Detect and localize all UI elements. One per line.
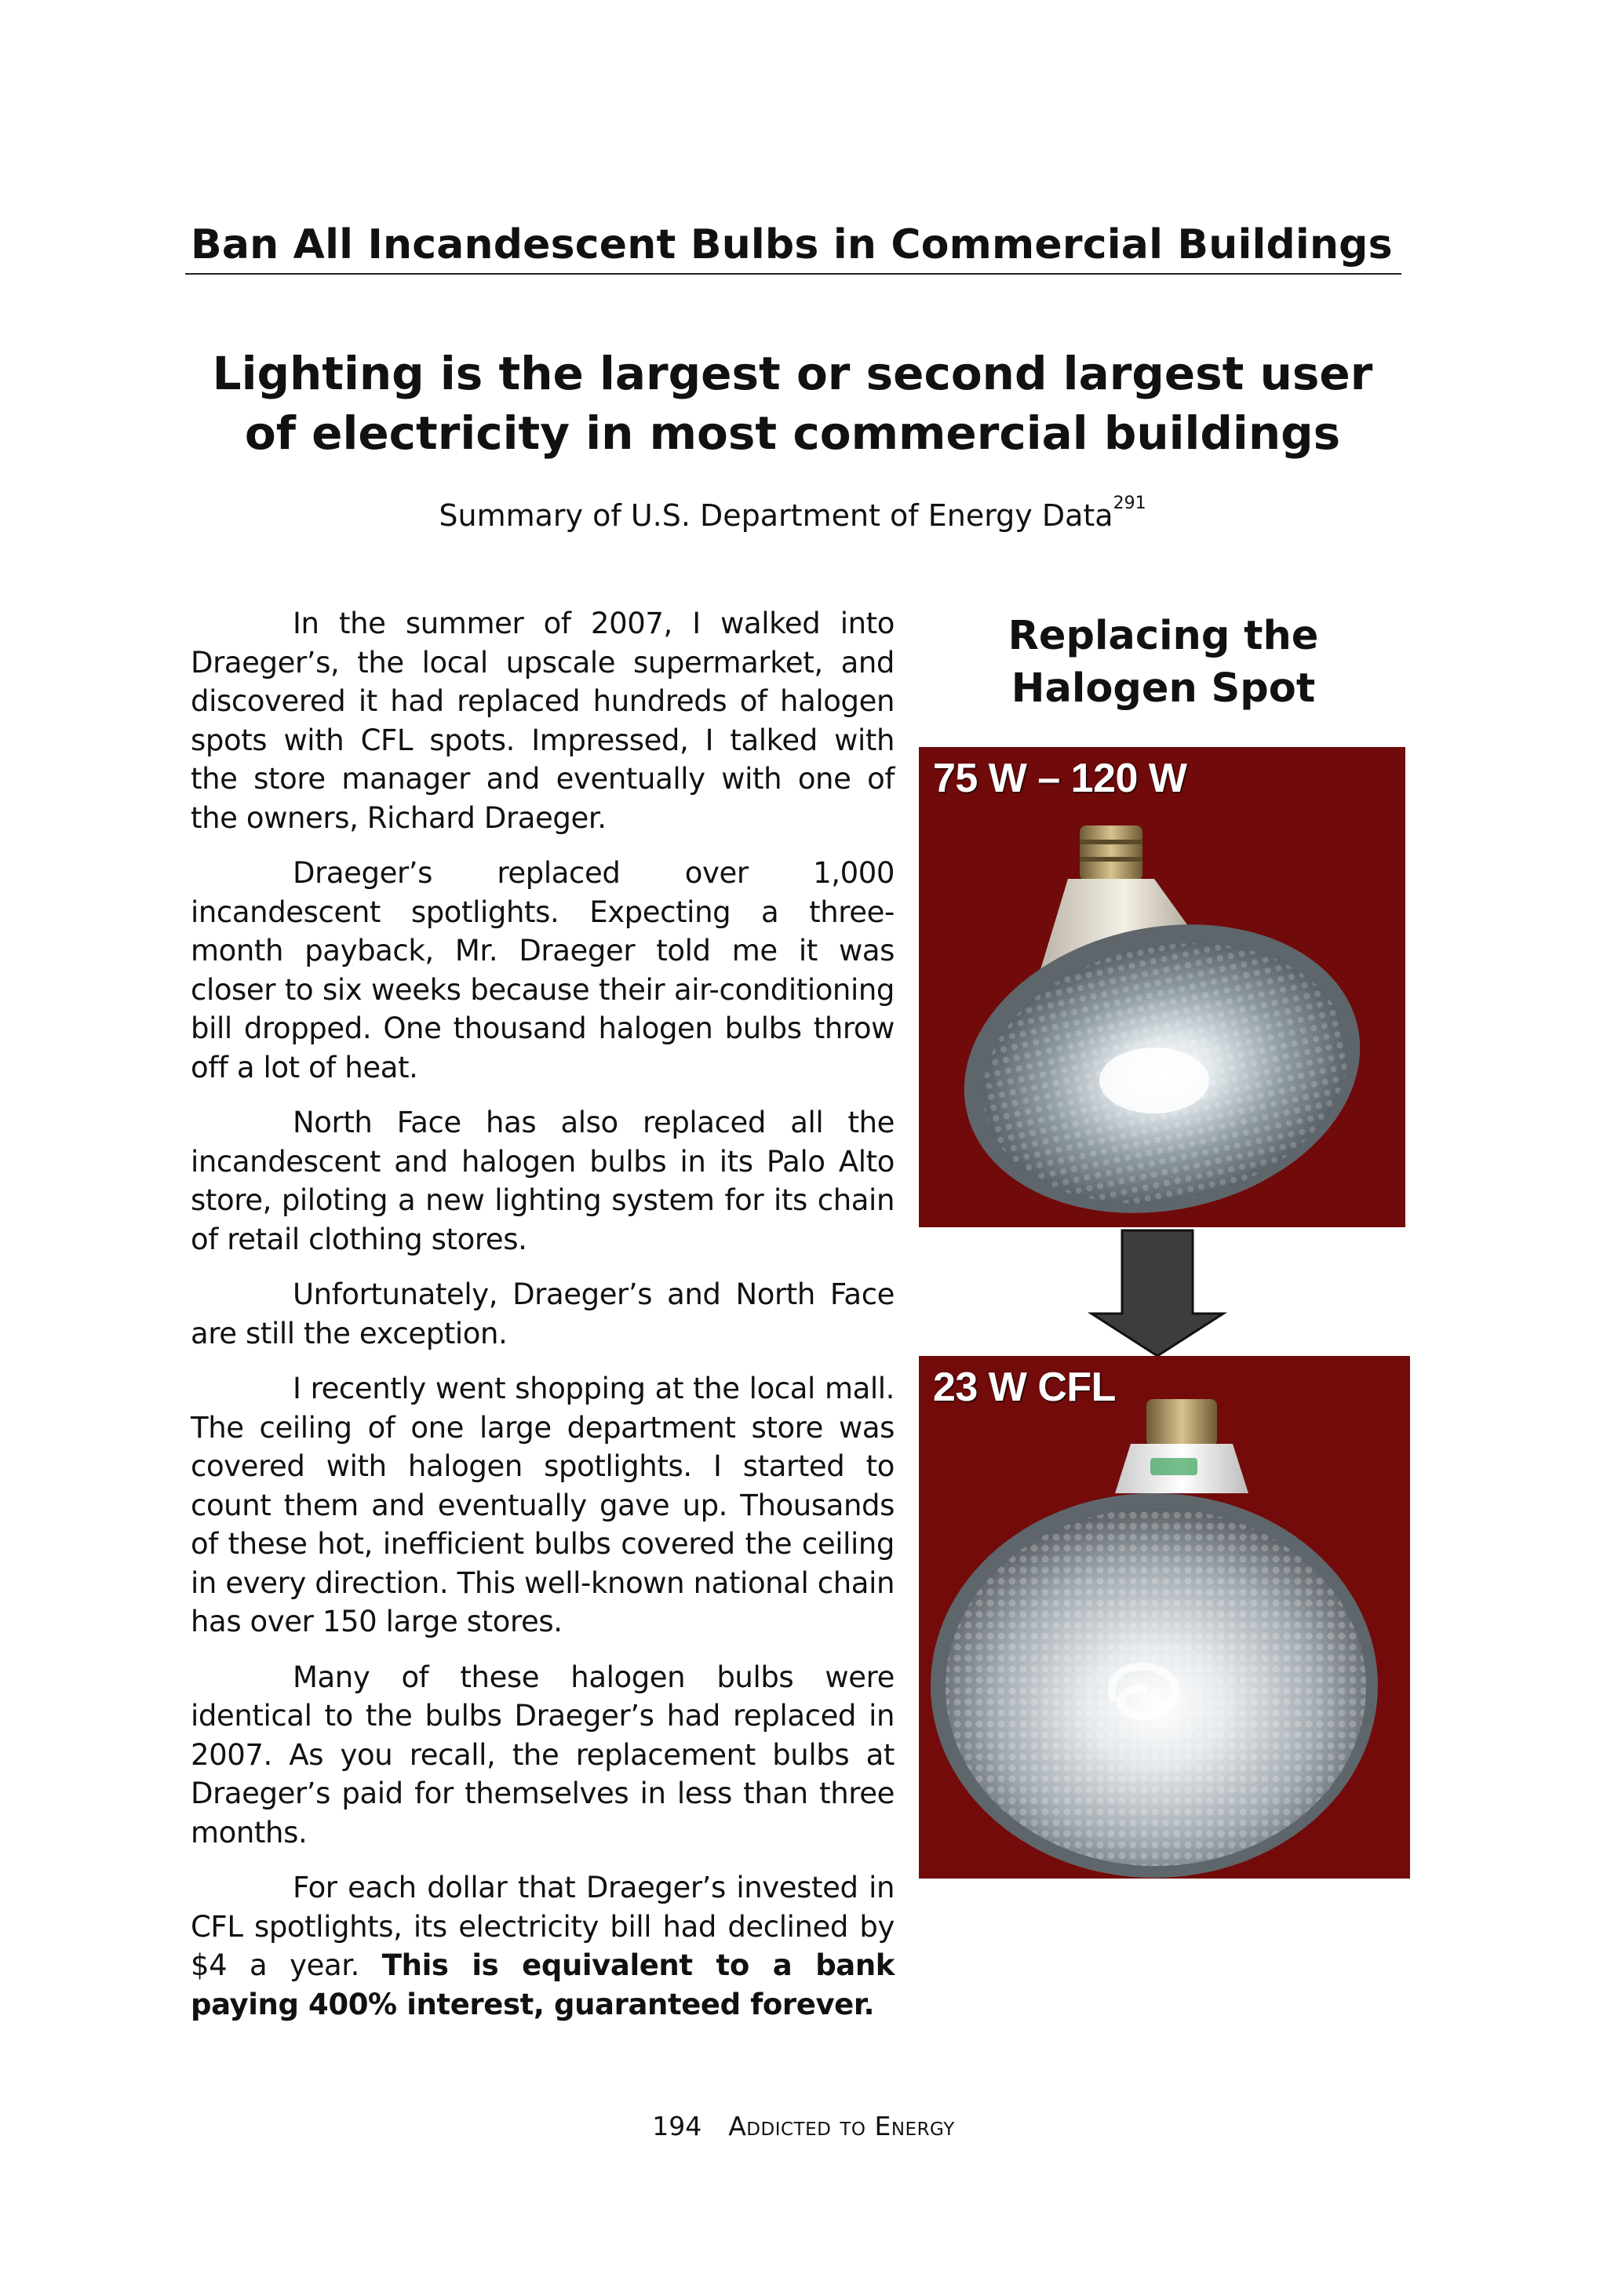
- paragraph: Many of these halogen bulbs were identical to the bulbs Draeger’s had replaced in 2007. As you recall, the replacement bulbs at Draeger’s paid for themselves in less than three months.: [191, 1660, 895, 1850]
- footnote-ref: 291: [1113, 494, 1146, 513]
- section-heading: Ban All Incandescent Bulbs in Commercial Buildings: [191, 221, 1393, 268]
- paragraph: Draeger’s replaced over 1,000 incandescent spotlights. Expecting a three-month payback, Mr. Draeger told me it was closer to six weeks because their air-conditioning bill dropped. One thousand halogen bulbs throw off a lot of heat.: [191, 856, 895, 1084]
- halogen-bulb-illustration: [919, 747, 1405, 1227]
- wattage-label-cfl: 23 W CFL: [933, 1365, 1116, 1410]
- paragraph-plain: For each dollar that Draeger’s invested in CFL spotlights, its electricity bill had declined by $4 a year.: [191, 1871, 895, 1982]
- page-footer: [0, 2109, 1607, 2144]
- subheading-text: Summary of U.S. Department of Energy Data: [439, 498, 1113, 533]
- paragraph: [191, 1868, 895, 2024]
- down-arrow-icon: [1087, 1229, 1228, 1358]
- page-number: 194: [652, 2111, 702, 2141]
- paragraph: In the summer of 2007, I walked into Draeger’s, the local upscale supermarket, and discovered it had replaced hundreds of halogen spots with CFL spots. Impressed, I talked with the store manager and eventually with one of the owners, Richard Draeger.: [191, 607, 895, 835]
- subheading: [188, 496, 1397, 535]
- aside-title: Replacing the Halogen Spot: [1008, 613, 1319, 712]
- paragraph: I recently went shopping at the local mall. The ceiling of one large department store was covered with halogen spotlights. I started to count them and eventually gave up. Thousands of these hot, inefficient bulbs covered the ceiling in every direction. This well-known national chain has over 150 large stores.: [191, 1372, 895, 1638]
- cfl-bulb-photo: [919, 1356, 1410, 1879]
- paragraph-emphasis: This is equivalent to a bank paying 400% interest, guaranteed forever.: [191, 1948, 895, 2021]
- book-title: Addicted to Energy: [728, 2111, 955, 2141]
- body-text: [191, 604, 895, 2040]
- section-rule: [185, 273, 1401, 275]
- wattage-label-halogen: 75 W – 120 W: [933, 756, 1187, 801]
- paragraph: Unfortunately, Draeger’s and North Face are still the exception.: [191, 1277, 895, 1350]
- paragraph: North Face has also replaced all the incandescent and halogen bulbs in its Palo Alto store, piloting a new lighting system for its chain of retail clothing stores.: [191, 1106, 895, 1256]
- headline: Lighting is the largest or second largest user of electricity in most commercial buildings: [212, 347, 1373, 460]
- cfl-bulb-illustration: [919, 1356, 1410, 1879]
- halogen-bulb-photo: [919, 747, 1405, 1227]
